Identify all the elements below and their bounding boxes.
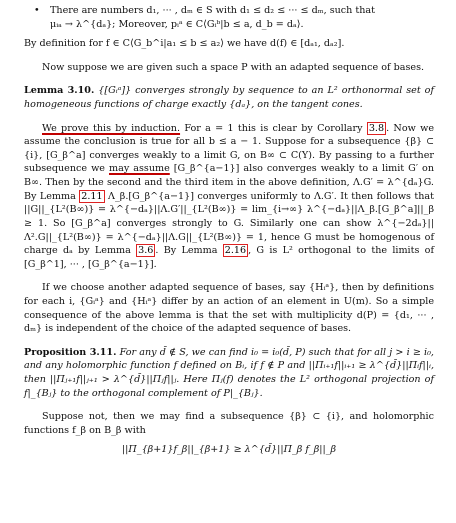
bullet-item [24, 4, 434, 31]
ref-link-lemma-2-16[interactable]: 2.16 [224, 245, 247, 257]
bullet-dot: • [34, 5, 40, 16]
lemma-heading: Lemma 3.10. [24, 85, 95, 97]
ref-link-lemma-2-11[interactable]: 2.11 [81, 190, 103, 202]
lemma-3-10 [24, 84, 434, 111]
proof-text-5: . By Lemma [155, 245, 223, 257]
suppose-paragraph: Now suppose we are given such a space P with an adapted sequence of bases. [42, 61, 425, 73]
suppose-not-paragraph: Suppose not, then we may find a subsequence {β} ⊂ {i}, and holomorphic functions f_β on B_β with [24, 411, 434, 436]
another-basis-paragraph: If we choose another adapted sequence of bases, say {Hᵢᵃ}, then by definitions for each i, {Gᵢᵃ} and {Hᵢᵃ} differ by an action of an element in U(m). So a simple consequence of the above lemma is that the set with multiplicity d(P) = {d₁, ··· , dₘ} is independent of the choice of the adapted sequence of bases. [24, 282, 434, 335]
proposition-statement: For any d̄ ∉ S, we can find i₀ = i₀(d̄, P) such that for all j > i ≥ i₀, and any holomorphic function f defined on Bᵢ, if f ∉ P and ||Πᵢ₊₁f||ᵢ₊₁ ≥ λ^{d̄}||Πᵢf||ᵢ, then ||Πⱼ₊₁f||ⱼ₊₁ > λ^{d̄}||Πⱼf||ⱼ. Here Πⱼ(f) denotes the L² orthogonal projection of f|_{Bⱼ} to the orthogonal complement of P|_{Bⱼ}. [24, 346, 434, 399]
proof-text-4: Λ_β.[G_β^{a−1}] converges uniformly to Λ.G′. It then follows that ||G||_{L²(B∞)} = λ^{−dₐ}||Λ.G′||_{L²(B∞)} = lim_{i→∞} λ^{−dₐ}||Λ_β.[G_β^a]||_β ≥ 1. So [G_β^a] converges strongly to G. Similarly one can show λ^{−2dₐ}||Λ².G||_{L²(B∞)} = λ^{−dₐ}||Λ.G||_{L²(B∞)} = 1, hence G must be homogenous of charge dₐ by Lemma [24, 190, 434, 257]
lemma-statement: {[Gᵢᵃ]} converges strongly by sequence to an L² orthonormal set of homogeneous functions of charge exactly {dₐ}, on the tangent cones. [24, 85, 434, 111]
underline-annotation-may-assume: may assume [109, 163, 170, 175]
display-equation: ||Π_{β+1}f_β||_{β+1} ≥ λ^{d̄}||Π_β f_β||_β [121, 444, 337, 456]
ref-link-lemma-3-6[interactable]: 3.6 [138, 245, 154, 257]
proof-paragraph [24, 122, 434, 272]
ref-link-corollary[interactable]: 3.8 [368, 122, 385, 134]
proof-text-1: For a = 1 this is clear by Corollary [180, 122, 367, 134]
proof-text-2: . Now we assume the conclusion is true for all b ≤ a − 1. Suppose for a subsequence {β} ⊂ {i}, [G_β^a] converges weakly to a limit G, on B∞ ⊂ C(Y). By passing to a further subsequence we [24, 122, 435, 175]
bullet-line-2: μᵢₐ → λ^{dₐ}; Moreover, pᵢᵃ ∈ C⟨Gᵢᵇ|b ≤ a, d_b = dₐ⟩. [50, 18, 304, 30]
proposition-heading: Proposition 3.11. [24, 346, 117, 358]
underline-annotation-induction: We prove this by induction. [42, 122, 181, 134]
proposition-3-11 [24, 346, 434, 400]
bullet-line-1: There are numbers d₁, ··· , dₘ ∈ S with d₁ ≤ d₂ ≤ ··· ≤ dₘ, such that [50, 5, 376, 16]
proof-text-6: , G is L² orthogonal to the limits of [G_β^1], ··· , [G_β^{a−1}]. [24, 245, 435, 270]
definition-paragraph: By definition for f ∈ C⟨G_b^i|a₁ ≤ b ≤ a₂⟩ we have d(f) ∈ [dₐ₁, dₐ₂]. [24, 38, 345, 50]
proof-text-3: [G_β^{a−1}] also converges weakly to a limit G′ on B∞. Then by the second and the third item in the above definition, Λ.G′ = λ^{dₐ}G. By Lemma [24, 163, 434, 202]
